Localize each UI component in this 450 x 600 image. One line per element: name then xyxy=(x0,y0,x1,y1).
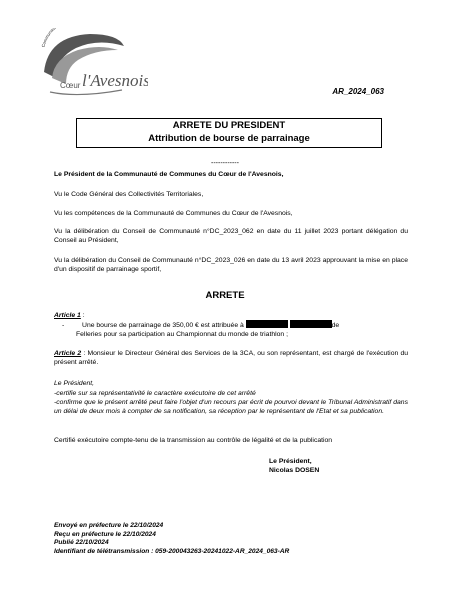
certification-line-1: -certifie sur sa représentativité le caractère exécutoire de cet arrêté xyxy=(54,390,256,397)
document-reference: AR_2024_063 xyxy=(332,87,384,96)
article-1-body: - Une bourse de parrainage de 350,00 € est attribuée à de xyxy=(62,322,340,329)
article-2-label: Article 2 xyxy=(54,350,82,357)
certification-intro: Le Président, xyxy=(54,380,95,387)
bullet: - xyxy=(62,322,65,329)
received-date: Reçu en préfecture le 22/10/2024 xyxy=(54,530,156,538)
certification-line-2: -confirme que le présent arrêté peut faire l'objet d'un recours par écrit de pourvoi devant le Tribunal Administratif dans un délai de deux mois à compter de sa notification, sa réception par le représentant de l'Etat et sa publication. xyxy=(54,399,408,415)
consideration-4: Vu la délibération du Conseil de Communauté n°DC_2023_026 en date du 13 avril 2023 approuvant la mise en place d'un dispositif de parrainage sportif, xyxy=(54,257,408,273)
article-1-label: Article 1 xyxy=(54,312,81,319)
article-2: Article 2 : Monsieur le Directeur Général des Services de la 3CA, ou son représentant, est chargé de l'exécution du présent arrêté. xyxy=(54,350,409,366)
title-box xyxy=(76,118,382,148)
published-date: Publié 22/10/2024 xyxy=(54,539,109,546)
signature-name: Nicolas DOSEN xyxy=(269,467,320,474)
consideration-3: Vu la délibération du Conseil de Communauté n°DC_2023_062 en date du 11 juillet 2023 portant délégation du Conseil au Président, xyxy=(54,228,408,244)
redacted-firstname xyxy=(290,320,332,328)
transmission-footer xyxy=(54,522,289,556)
article-1-text: Une bourse de parrainage de 350,00 € est attribuée à xyxy=(82,322,244,329)
logo-prefix: Cœur xyxy=(60,81,81,90)
decision-heading: ARRETE xyxy=(205,290,245,301)
preamble: Le Président de la Communauté de Communes du Cœur de l'Avesnois, xyxy=(54,171,284,178)
logo-emblem xyxy=(38,28,148,98)
transmission-id: Identifiant de télétransmission : 059-200043263-20241022-AR_2024_063-AR xyxy=(54,547,290,555)
signature-title: Le Président, xyxy=(269,458,312,465)
certified-copy: Certifié exécutoire compte-tenu de la transmission au contrôle de légalité et de la publication xyxy=(54,437,333,444)
consideration-1: Vu le Code Général des Collectivités Territoriales, xyxy=(54,191,204,198)
separator: ------------ xyxy=(211,160,239,167)
redacted-surname xyxy=(246,320,288,328)
document-title: ARRETE DU PRESIDENT xyxy=(172,120,286,131)
article-2-text: Monsieur le Directeur Général des Services de la 3CA, ou son représentant, est chargé de l'exécution du présent arrêté. xyxy=(54,350,409,366)
document-subtitle: Attribution de bourse de parrainage xyxy=(148,133,310,144)
article-1-heading: Article 1 : xyxy=(54,312,85,319)
article-1-line2: Felleries pour sa participation au Championnat du monde de triathlon ; xyxy=(76,331,288,338)
consideration-2: Vu les compétences de la Communauté de Communes du Cœur de l'Avesnois, xyxy=(54,210,293,217)
sent-date: Envoyé en préfecture le 22/10/2024 xyxy=(54,522,164,529)
logo-arc-text: Communau xyxy=(40,28,56,48)
logo-brand: l'Avesnois xyxy=(82,71,148,90)
community-logo xyxy=(38,28,148,98)
